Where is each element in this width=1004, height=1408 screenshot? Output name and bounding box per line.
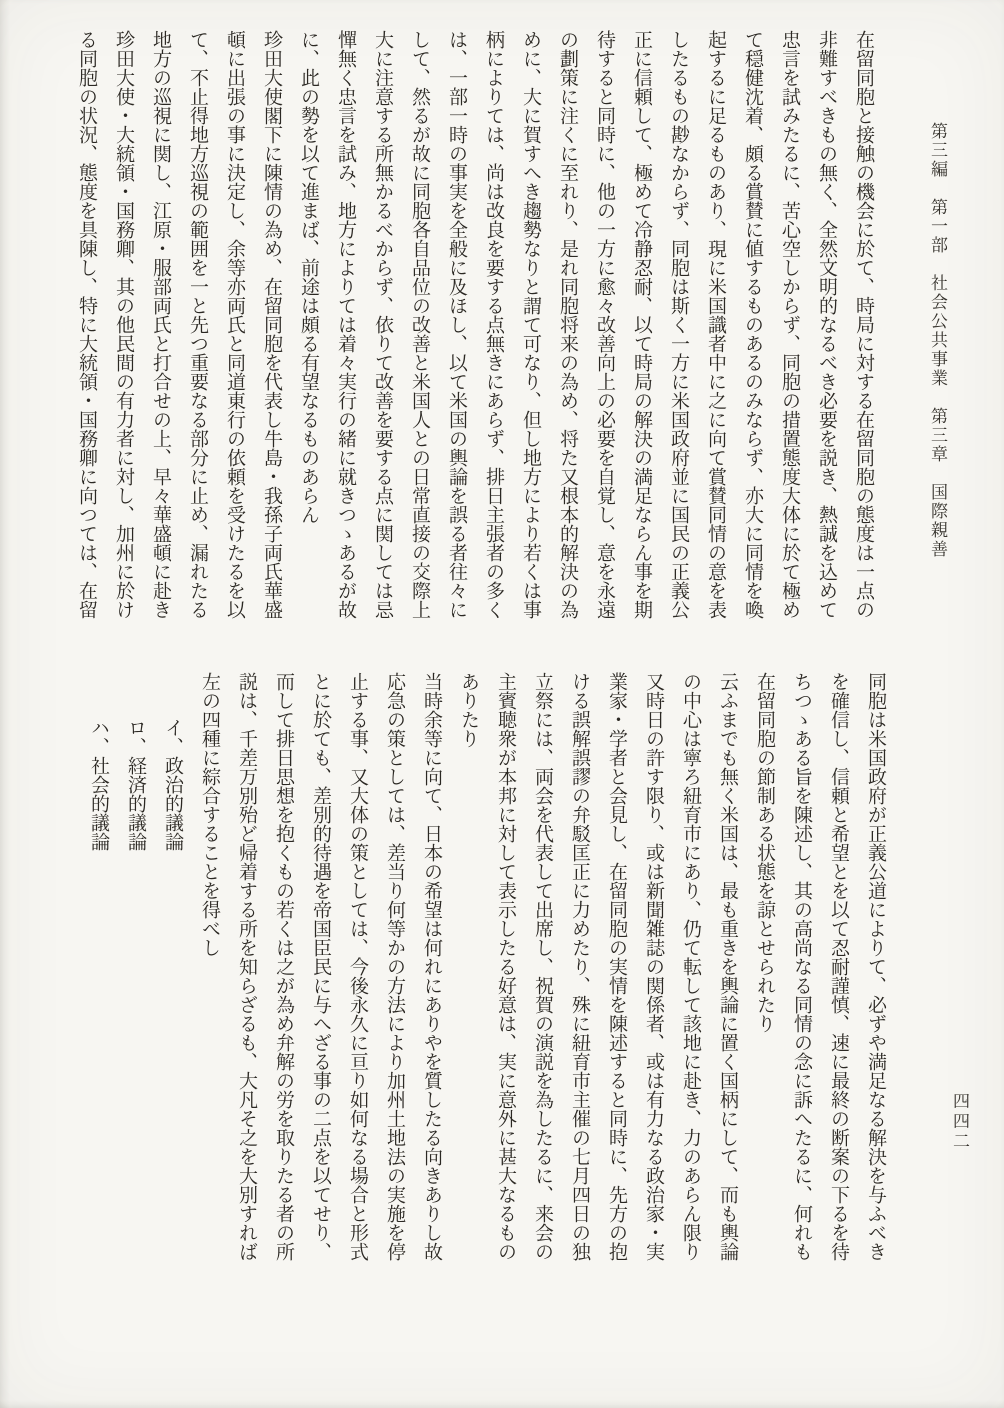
text-column: に、此の勢を以て進まば、前途は頗る有望なるものあらん [298,30,319,524]
text-column: の中心は寧ろ紐育市にあり、仍て転して該地に赴き、力のあらん限り [680,672,701,1261]
text-column: て穏健沈着、頗る賞賛に値するものあるのみならず、亦大に同情を喚 [742,30,763,619]
text-column: 主賓聴衆が本邦に対して表示したる好意は、実に意外に甚大なるもの [495,672,516,1261]
list-item-society: ハ、社会的議論 [88,718,109,851]
text-column: を確信し、信頼と希望とを以て忍耐謹慎、速に最終の断案の下るを待 [828,672,849,1261]
text-column: 左の四種に綜合することを得べし [199,672,220,957]
text-column: 在留同胞と接触の機会に於て、時局に対する在留同胞の態度は一点の [853,30,874,619]
list-item-economy: ロ、経済的議論 [125,718,146,851]
text-column: 応急の策としては、差当り何等かの方法により加州土地法の実施を停 [384,672,405,1261]
text-column: て、不止得地方巡視の範囲を一と先つ重要なる部分に止め、漏れたる [187,30,208,619]
text-column: とに於ても、差別的待遇を帝国臣民に与へざる事の二点を以てせり、 [310,672,331,1261]
text-column: 待すると同時に、他の一方に愈々改善向上の必要を自覚し、意を永遠 [594,30,615,619]
text-column: 当時余等に向て、日本の希望は何れにありやを質したる向きありし故 [421,672,442,1261]
scan-edge-shadow-bottom [0,1400,1004,1408]
text-column: ちつゝある旨を陳述し、其の高尚なる同情の念に訴へたるに、何れも [791,672,812,1261]
list-item-politics: イ、政治的議論 [162,718,183,851]
text-column: の劃策に注くに至れり、是れ同胞将来の為め、将た又根本的解決の為 [557,30,578,619]
text-column: 止する事、又大体の策としては、今後永久に亘り如何なる場合と形式 [347,672,368,1261]
text-column: 非難すべきもの無く、全然文明的なるべき必要を説き、熱誠を込めて [816,30,837,619]
text-column: 起するに足るものあり、現に米国識者中に之に向て賞賛同情の意を表 [705,30,726,619]
text-column: 正に信頼して、極めて冷静忍耐、以て時局の解決の満足ならん事を期 [631,30,652,619]
text-column: めに、大に賀すへき趨勢なりと謂て可なり、但し地方により若くは事 [520,30,541,619]
text-column: 頓に出張の事に決定し、余等亦両氏と同道東行の依頼を受けたるを以 [224,30,245,619]
text-column: 憚無く忠言を試み、地方によりては着々実行の緒に就きつゝあるが故 [335,30,356,619]
text-column: 云ふまでも無く米国は、最も重きを輿論に置く国柄にして、而も輿論 [717,672,738,1261]
text-column: る同胞の状況、態度を具陳し、特に大統領・国務卿に向つては、在留 [76,30,97,619]
text-column: 珍田大使閣下に陳情の為め、在留同胞を代表し牛島・我孫子両氏華盛 [261,30,282,619]
text-column: 立祭には、両会を代表して出席し、祝賀の演説を為したるに、来会の [532,672,553,1261]
text-column: 同胞は米国政府が正義公道によりて、必ずや満足なる解決を与ふべき [865,672,886,1261]
text-column: して、然るが故に同胞各自品位の改善と米国人との日常直接の交際上 [409,30,430,619]
text-column: 業家・学者と会見し、在留同胞の実情を陳述すると同時に、先方の抱 [606,672,627,1261]
text-column: 地方の巡視に関し、江原・服部両氏と打合せの上、早々華盛頓に赴き [150,30,171,619]
text-column: したるもの尠なからず、同胞は斯く一方に米国政府並に国民の正義公 [668,30,689,619]
text-block-upper [68,30,882,632]
scan-edge-shadow-left [0,0,10,1408]
text-column: 説は、千差万別殆ど帰着する所を知らざるも、大凡そ之を大別すれば [236,672,257,1261]
text-column: 而して排日思想を抱くもの若くは之が為め弁解の労を取りたる者の所 [273,672,294,1261]
page-number: 四四二 [950,1092,969,1152]
text-column: 在留同胞の節制ある状態を諒とせられたり [754,672,775,1033]
text-column: 柄によりては、尚は改良を要する点無きにあらず、排日主張者の多く [483,30,504,619]
running-head: 第三編 第一部 社会公共事業 第三章 国際親善 [928,122,947,559]
text-column: は、一部一時の事実を全般に及ほし、以て米国の輿論を誤る者往々に [446,30,467,619]
text-column: 又時日の許す限り、或は新聞雑誌の関係者、或は有力なる政治家・実 [643,672,664,1261]
text-column: ける誤解誤謬の弁駁匡正に力めたり、殊に紐育市主催の七月四日の独 [569,672,590,1261]
text-column: 珍田大使・大統領・国務卿、其の他民間の有力者に対し、加州に於け [113,30,134,619]
text-block-lower [80,672,894,1304]
text-column: 大に注意する所無かるべからず、依りて改善を要する点に関しては忌 [372,30,393,619]
text-column: 忠言を試みたるに、苦心空しからず、同胞の措置態度大体に於て極め [779,30,800,619]
text-column: ありたり [458,672,479,748]
